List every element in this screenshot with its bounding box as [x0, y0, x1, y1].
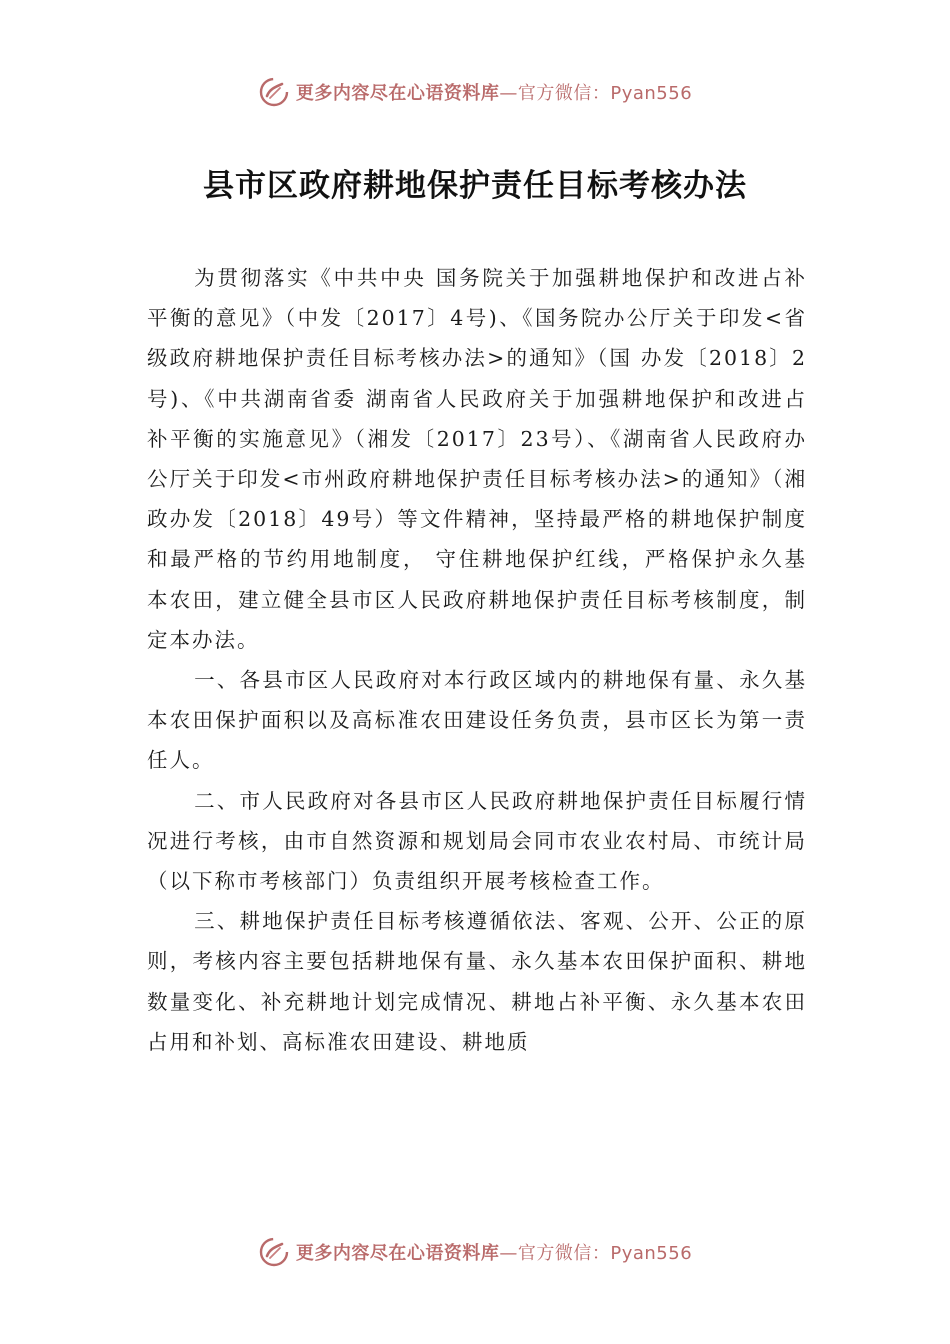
- watermark-wechat-label: 官方微信：: [517, 1243, 611, 1264]
- watermark-brand: 更多内容尽在心语资料库: [295, 1243, 500, 1264]
- heart-pen-logo-icon: [258, 1236, 290, 1268]
- paragraph-preamble: 为贯彻落实《中共中央 国务院关于加强耕地保护和改进占补平衡的意见》（中发〔2017〕4号)、《国务院办公厅关于印发<省级政府耕地保护责任目标考核办法>的通知》（国 办发〔2018〕2号)、《中共湖南省委 湖南省人民政府关于加强耕地保护和改进占补平衡的实施意见》（湘发〔2017〕23号）、《湖南省人民政府办公厅关于印发<市州政府耕地保护责任目标考核办法>的通知》（湘政办发〔2018〕49号）等文件精神，坚持最严格的耕地保护制度和最严格的节约用地制度， 守住耕地保护红线，严格保护永久基本农田，建立健全县市区人民政府耕地保护责任目标考核制度，制定本办法。: [147, 266, 807, 652]
- paragraph-article-1: 一、各县市区人民政府对本行政区域内的耕地保有量、永久基本农田保护面积以及高标准农田建设任务负责，县市区长为第一责任人。: [147, 668, 807, 773]
- document-title: 县市区政府耕地保护责任目标考核办法: [203, 168, 747, 204]
- watermark-wechat-label: 官方微信：: [517, 83, 611, 104]
- watermark-brand: 更多内容尽在心语资料库: [295, 83, 500, 104]
- paragraph-article-2: 二、市人民政府对各县市区人民政府耕地保护责任目标履行情况进行考核，由市自然资源和规划局会同市农业农村局、市统计局（以下称市考核部门）负责组织开展考核检查工作。: [147, 788, 807, 894]
- heart-pen-logo-icon: [258, 76, 290, 108]
- watermark-text: [296, 79, 692, 105]
- watermark-dash: —: [499, 83, 518, 104]
- paragraph-article-3: 三、耕地保护责任目标考核遵循依法、客观、公开、公正的原则，考核内容主要包括耕地保有量、永久基本农田保护面积、耕地数量变化、补充耕地计划完成情况、耕地占补平衡、永久基本农田占用和补划、高标准农田建设、耕地质: [147, 909, 807, 1054]
- watermark-text: [296, 1239, 692, 1265]
- watermark-wechat-id: Pyan556: [610, 83, 693, 104]
- watermark-footer: [0, 1236, 950, 1268]
- watermark-wechat-id: Pyan556: [610, 1243, 693, 1264]
- watermark-dash: —: [499, 1243, 518, 1264]
- watermark-header: [0, 76, 950, 108]
- document-body: [147, 258, 807, 1062]
